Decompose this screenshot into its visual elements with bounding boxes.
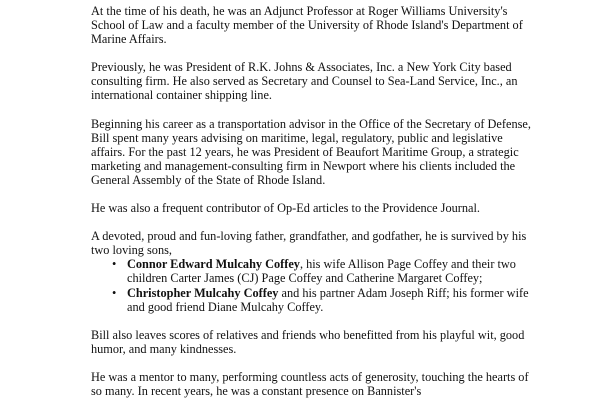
paragraph-relatives-friends: Bill also leaves scores of relatives and friends who benefitted from his playful wit, good humor, and many kindnesses. — [91, 327, 525, 356]
paragraph-career: Beginning his career as a transportation advisor in the Office of the Secretary of Defense, Bill spent many years advising on maritime, legal, regulatory, public and legislative affairs. For the past 12 years, he was President of Beaufort Maritime Group, a strategic marketing and management-consulting firm in Newport where his clients included the General Assembly of the State of Rhode Island. — [91, 116, 531, 187]
survivors-list — [91, 257, 531, 313]
paragraph-adjunct-professor: At the time of his death, he was an Adjunct Professor at Roger Williams University's School of Law and a faculty member of the University of Rhode Island's Department of Marine Affairs. — [91, 4, 523, 47]
paragraph-survivors-intro: A devoted, proud and fun-loving father, grandfather, and godfather, he is survived by his two loving sons, — [91, 229, 527, 258]
bullet-icon: • — [112, 285, 117, 300]
survivor-name: Christopher Mulcahy Coffey — [127, 285, 279, 300]
paragraph-rk-johns: Previously, he was President of R.K. Johns & Associates, Inc. a New York City based consulting firm. He also served as Secretary and Counsel to Sea-Land Service, Inc., an international container shipping line. — [91, 60, 518, 103]
paragraph-op-ed: He was also a frequent contributor of Op-Ed articles to the Providence Journal. — [91, 201, 480, 216]
survivor-details: and his partner Adam Joseph Riff; his former wife and good friend Diane Mulcahy Coffey. — [127, 285, 529, 314]
document-body — [91, 4, 531, 400]
paragraph-mentor: He was a mentor to many, performing countless acts of generosity, touching the hearts of so many. In recent years, he was a constant presence on Bannister's — [91, 369, 529, 398]
list-item — [112, 285, 531, 314]
survivor-name: Connor Edward Mulcahy Coffey — [127, 257, 300, 272]
survivor-details: , his wife Allison Page Coffey and their two children Carter James (CJ) Page Coffey and Catherine Margaret Coffey; — [127, 257, 516, 286]
list-item — [112, 257, 531, 286]
bullet-icon: • — [112, 257, 117, 272]
